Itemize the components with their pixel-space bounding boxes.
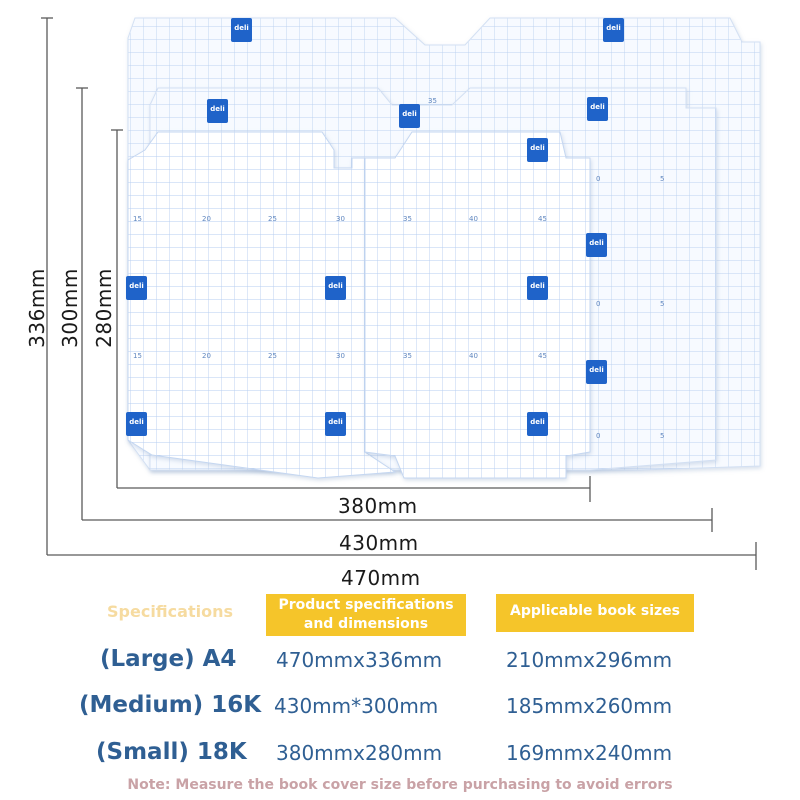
grid-number-35-lower: 35 [403, 352, 412, 360]
deli-logo-text: deli [129, 418, 144, 426]
row-book-large: 210mmx296mm [506, 648, 673, 672]
right-number-e: 0 [596, 432, 601, 440]
row-label-small: (Small) 18K [96, 739, 247, 765]
row-product-large: 470mmx336mm [276, 648, 443, 672]
grid-number-45-upper: 45 [538, 215, 547, 223]
medium-sheet-deli-logo-icon [399, 104, 420, 128]
deli-logo-text: deli [530, 144, 545, 152]
right-bottom-deli-logo-icon [527, 412, 548, 436]
right-number-a: 0 [596, 175, 601, 183]
grid-number-25-lower: 25 [268, 352, 277, 360]
header-applicable-sizes: Applicable book sizes [496, 594, 694, 632]
row-product-small: 380mmx280mm [276, 741, 443, 765]
large-sheet-deli-logo-icon [231, 18, 252, 42]
height-label-large: 336mm [25, 268, 49, 348]
right-number-f: 5 [660, 432, 665, 440]
left-edge-bottom-deli-logo-icon [126, 412, 147, 436]
width-label-large: 470mm [341, 566, 421, 590]
back-top-number: 35 [428, 97, 437, 105]
grid-number-30-upper: 30 [336, 215, 345, 223]
back-right-deli-logo-icon [586, 233, 607, 257]
width-label-medium: 430mm [339, 531, 419, 555]
right-deli-logo-icon [527, 276, 548, 300]
header-product-dimensions: Product specifications and dimensions [266, 594, 466, 636]
right-number-b: 5 [660, 175, 665, 183]
grid-number-20-upper: 20 [202, 215, 211, 223]
deli-logo-text: deli [530, 282, 545, 290]
large-sheet-deli-logo-icon [603, 18, 624, 42]
deli-logo-text: deli [129, 282, 144, 290]
left-edge-deli-logo-icon [126, 276, 147, 300]
small-sheet-left [128, 132, 395, 478]
grid-number-45-lower: 45 [538, 352, 547, 360]
deli-logo-text: deli [590, 103, 605, 111]
row-book-medium: 185mmx260mm [506, 694, 673, 718]
grid-number-40-upper: 40 [469, 215, 478, 223]
medium-sheet-deli-logo-icon [587, 97, 608, 121]
deli-logo-text: deli [234, 24, 249, 32]
header-specifications: Specifications [107, 602, 233, 621]
grid-number-35-upper: 35 [403, 215, 412, 223]
deli-logo-text: deli [589, 366, 604, 374]
center-deli-logo-icon [325, 276, 346, 300]
grid-number-30-lower: 30 [336, 352, 345, 360]
grid-number-25-upper: 25 [268, 215, 277, 223]
front-top-right-deli-logo-icon [527, 138, 548, 162]
right-number-d: 5 [660, 300, 665, 308]
deli-logo-text: deli [328, 418, 343, 426]
right-number-c: 0 [596, 300, 601, 308]
medium-sheet-deli-logo-icon [207, 99, 228, 123]
grid-number-20-lower: 20 [202, 352, 211, 360]
grid-number-40-lower: 40 [469, 352, 478, 360]
deli-logo-text: deli [402, 110, 417, 118]
width-label-small: 380mm [338, 494, 418, 518]
deli-logo-text: deli [589, 239, 604, 247]
small-sheet-right [365, 132, 590, 478]
purchase-note: Note: Measure the book cover size before purchasing to avoid errors [127, 777, 673, 793]
row-product-medium: 430mm*300mm [274, 694, 439, 718]
deli-logo-text: deli [530, 418, 545, 426]
row-book-small: 169mmx240mm [506, 741, 673, 765]
back-right-deli-logo-icon [586, 360, 607, 384]
row-label-large: (Large) A4 [100, 646, 237, 672]
deli-logo-text: deli [328, 282, 343, 290]
height-label-medium: 300mm [58, 268, 82, 348]
center-bottom-deli-logo-icon [325, 412, 346, 436]
deli-logo-text: deli [606, 24, 621, 32]
grid-number-15-lower: 15 [133, 352, 142, 360]
grid-number-15-upper: 15 [133, 215, 142, 223]
height-label-small: 280mm [92, 268, 116, 348]
row-label-medium: (Medium) 16K [79, 692, 262, 718]
deli-logo-text: deli [210, 105, 225, 113]
